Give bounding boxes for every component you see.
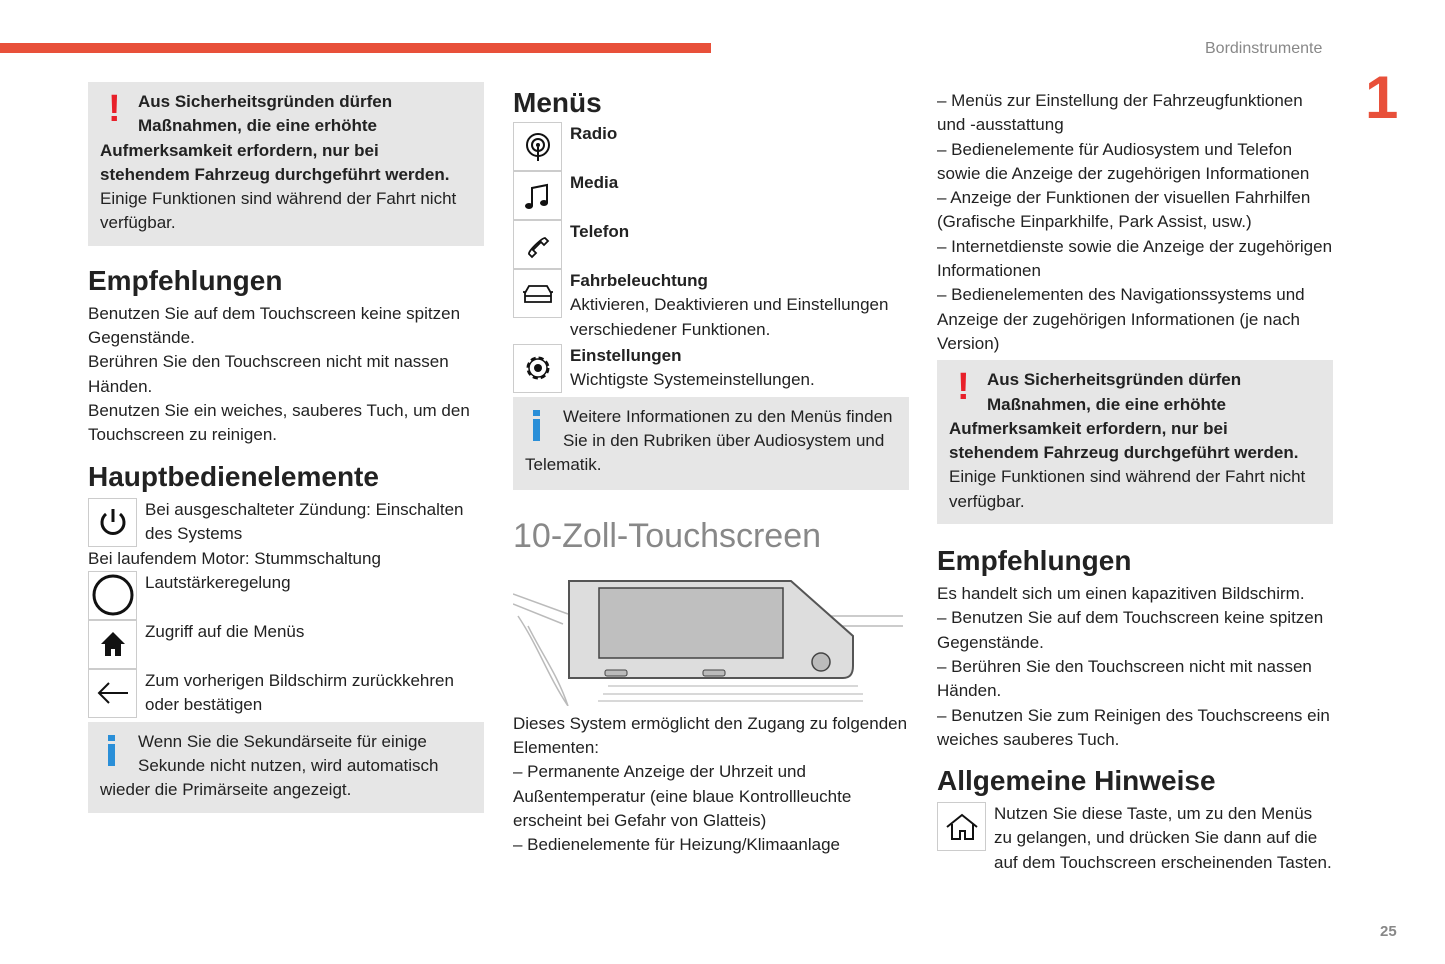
warning-text: Einige Funktionen sind während der Fahrt nicht verfügbar.: [100, 189, 457, 233]
volume-knob-icon: [88, 571, 137, 620]
menu-fahrbeleuchtung: Fahrbeleuchtung Aktivieren, Deaktivieren und Einstellungen verschiedener Funktionen.: [513, 269, 909, 342]
control-volume: Lautstärkeregelung: [88, 571, 484, 620]
heading-empfehlungen: Empfehlungen: [937, 545, 1132, 577]
column-2: [513, 86, 909, 858]
page-number: 25: [1380, 923, 1397, 940]
list-item: – Bedienelemente für Audiosystem und Telefon sowie die Anzeige der zugehörigen Informationen: [937, 139, 1310, 183]
power-icon: [88, 498, 137, 547]
list-item: – Benutzen Sie auf dem Touchscreen keine spitzen Gegenstände.: [937, 608, 1324, 652]
home-hint: Nutzen Sie diese Taste, um zu den Menüs zu gelangen, und drücken Sie dann auf die auf dem Touchscreen erscheinenden Tasten.: [937, 802, 1333, 875]
back-arrow-icon: [88, 669, 137, 718]
menu-media: Media: [513, 171, 909, 220]
paragraph: Es handelt sich um einen kapazitiven Bildschirm.: [937, 584, 1305, 604]
car-icon: [513, 269, 562, 318]
heading-menus: Menüs: [513, 87, 602, 118]
home-outline-icon: [937, 802, 986, 851]
list-item: – Bedienelemente für Heizung/Klimaanlage: [513, 835, 840, 855]
music-note-icon: [513, 171, 562, 220]
heading-hauptbedienelemente: Hauptbedienelemente: [88, 460, 379, 492]
info-icon: [100, 730, 138, 778]
paragraph: Benutzen Sie auf dem Touchscreen keine spitzen Gegenstände.: [88, 303, 461, 348]
list-item: – Anzeige der Funktionen der visuellen Fahrhilfen (Grafische Einparkhilfe, Park Assist, usw.): [937, 188, 1311, 232]
info-icon: [525, 405, 563, 453]
warning-box: ! Aus Sicherheitsgründen dürfen Maßnahmen, die eine erhöhte Aufmerksamkeit erfordern, nur bei stehendem Fahrzeug durchgeführt werden. Einige Funktionen sind während der Fahrt nicht verfügbar.: [937, 360, 1333, 524]
paragraph: Dieses System ermöglicht den Zugang zu folgenden Elementen:: [513, 713, 908, 758]
section-title: Bordinstrumente: [1205, 40, 1323, 57]
list-item: – Berühren Sie den Touchscreen nicht mit nassen Händen.: [937, 656, 1312, 701]
column-3: [937, 89, 1333, 875]
list-item: – Internetdienste sowie die Anzeige der zugehörigen Informationen: [937, 236, 1333, 281]
control-home: Zugriff auf die Menüs: [88, 620, 484, 669]
list-item: – Menüs zur Einstellung der Fahrzeugfunktionen und -ausstattung: [937, 91, 1303, 135]
list-item: – Permanente Anzeige der Uhrzeit und Außentemperatur (eine blaue Kontrollleuchte erscheint bei Gefahr von Glatteis): [513, 762, 852, 830]
info-box: Weitere Informationen zu den Menüs finden Sie in den Rubriken über Audiosystem und Telematik.: [513, 397, 909, 490]
paragraph: Benutzen Sie ein weiches, sauberes Tuch, um den Touchscreen zu reinigen.: [88, 400, 470, 445]
header-accent-bar: [0, 43, 711, 53]
warning-box: [88, 82, 484, 246]
warning-bold: Aus Sicherheitsgründen dürfen Maßnahmen, die eine erhöhte Aufmerksamkeit erfordern, nur bei stehendem Fahrzeug durchgeführt werden.: [100, 92, 450, 184]
home-icon: [88, 620, 137, 669]
heading-allgemeine-hinweise: Allgemeine Hinweise: [937, 765, 1216, 797]
warning-icon: !: [957, 366, 970, 409]
chapter-number: 1: [1365, 64, 1399, 131]
paragraph: Bei laufendem Motor: Stummschaltung: [88, 548, 381, 568]
heading-empfehlungen: Empfehlungen: [88, 264, 283, 296]
column-1: [88, 82, 484, 813]
phone-icon: [513, 220, 562, 269]
control-back: Zum vorherigen Bildschirm zurückkehren oder bestätigen: [88, 669, 484, 718]
menu-radio: Radio: [513, 122, 909, 171]
list-item: – Benutzen Sie zum Reinigen des Touchscreens ein weiches sauberes Tuch.: [937, 705, 1330, 749]
menu-telefon: Telefon: [513, 220, 909, 269]
heading-touchscreen: 10-Zoll-Touchscreen: [513, 516, 822, 555]
menu-einstellungen: Einstellungen Wichtigste Systemeinstellungen.: [513, 344, 909, 393]
control-power: Bei ausgeschalteter Zündung: Einschalten des Systems: [88, 498, 484, 547]
info-box: Wenn Sie die Sekundärseite für einige Sekunde nicht nutzen, wird automatisch wieder die Primärseite angezeigt.: [88, 722, 484, 813]
touchscreen-illustration: [513, 576, 909, 706]
radio-icon: [513, 122, 562, 171]
paragraph: Berühren Sie den Touchscreen nicht mit nassen Händen.: [88, 352, 449, 396]
warning-icon: !: [108, 88, 121, 130]
settings-gear-icon: [513, 344, 562, 393]
list-item: – Bedienelementen des Navigationssystems und Anzeige der zugehörigen Informationen (je nach Version): [937, 285, 1305, 353]
